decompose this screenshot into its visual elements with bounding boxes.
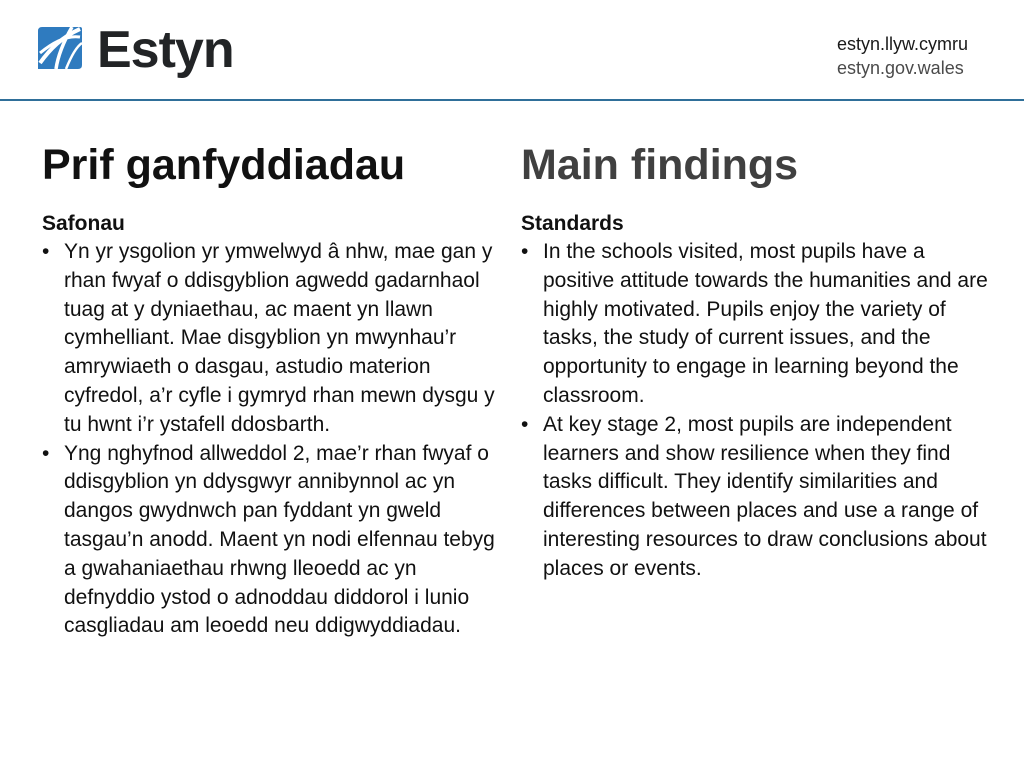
estyn-logo[interactable] [36,21,234,79]
estyn-logo-mark-icon [36,23,84,73]
welsh-column [42,140,512,641]
welsh-finding-item: • Yn yr ysgolion yr ymwelwyd â nhw, mae gan y rhan fwyaf o ddisgyblion agwedd gadarnhaol tuag at y dyniaethau, ac maent yn llawn cymhelliant. Mae disgyblion yn mwynhau’r amrywiaeth o dasgau, astudio materion cyfredol, a’r cyfle i gymryd rhan mewn dysgu y tu hwnt i’r ystafell ddosbarth. [42,238,512,440]
page-header [0,0,1024,101]
website-links [837,32,968,80]
welsh-title: Prif ganfyddiadau [42,141,406,189]
english-title: Main findings [521,141,799,189]
english-findings-list [521,238,991,584]
header-divider [0,99,1024,101]
welsh-finding-item: • Yng nghyfnod allweddol 2, mae’r rhan fwyaf o ddisgyblion yn ddysgwyr annibynnol ac yn dangos gwydnwch pan fyddant yn gweld tasgau’n anodd. Maent yn nodi elfennau tebyg a gwahaniaethau rhwng lleoedd ac yn defnyddio ystod o adnoddau diddorol i lunio casgliadau am leoedd neu ddigwyddiadau. [42,440,512,642]
logo-wordmark: Estyn [97,21,234,79]
english-column [521,140,991,584]
welsh-findings-list [42,238,512,641]
english-subheading: Standards [521,212,624,235]
welsh-website-link[interactable]: estyn.llyw.cymru [836,34,968,54]
english-finding-item: • In the schools visited, most pupils have a positive attitude towards the humanities and are highly motivated. Pupils enjoy the variety of tasks, the study of current issues, and the opportunity to engage in learning beyond the classroom. [521,238,991,411]
english-finding-item: • At key stage 2, most pupils are independent learners and show resilience when they find tasks difficult. They identify similarities and differences between places and use a range of interesting resources to draw conclusions about places or events. [521,411,991,584]
welsh-subheading: Safonau [42,212,125,235]
english-website-link[interactable]: estyn.gov.wales [836,58,964,78]
